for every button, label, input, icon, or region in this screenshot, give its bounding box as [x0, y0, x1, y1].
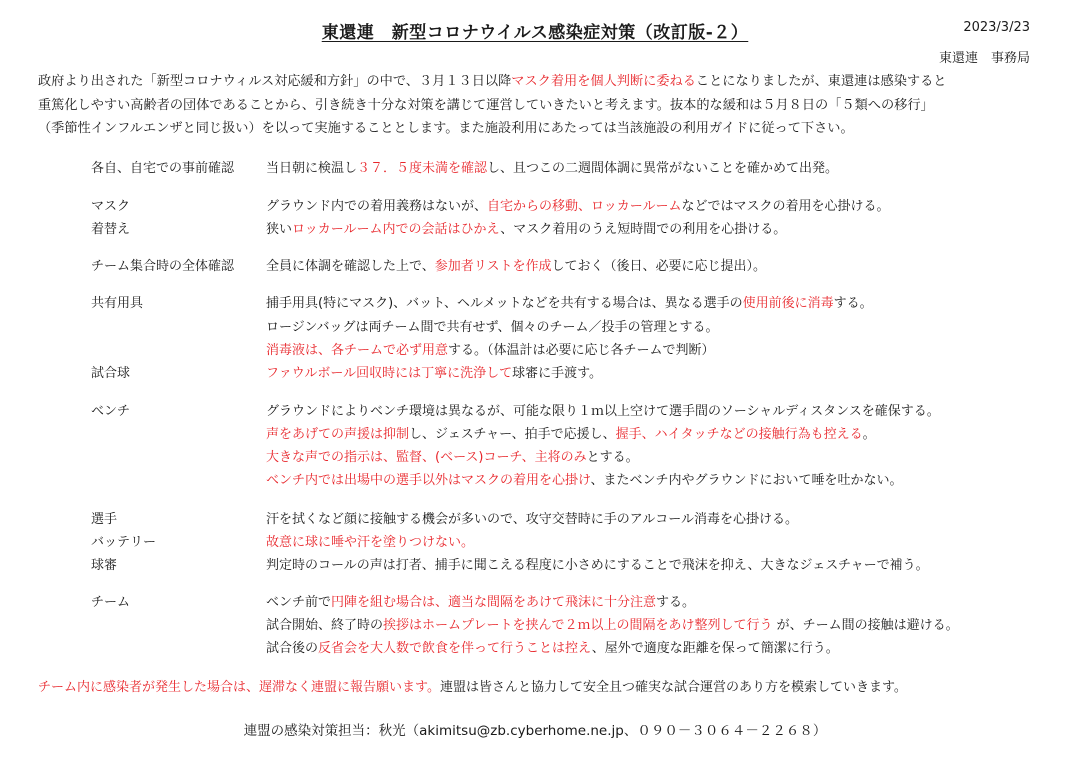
section-line: ロージンバッグは両チーム間で共有せず、個々のチーム／投手の管理とする。 [266, 320, 719, 335]
section-line: 声をあげての声援は抑制し、ジェスチャー、拍手で応援し、握手、ハイタッチなどの接触行為も控える。 [266, 427, 876, 442]
intro-paragraph: 政府より出された「新型コロナウィルス対応緩和方針」の中で、３月１３日以降マスク着用を個人判断に委ねることになりましたが、東還連は感染すると 重篤化しやすい高齢者の団体であることから、引き続き十分な対策を講じて運営していきたいと考えます。抜本的な緩和は５月８日の「５類への移行」 （季節性インフルエンザと同じ扱い）を以って実施することとします。また施設利用にあたっては当該施設の利用ガイドに従って下さい。 [38, 74, 947, 136]
section-label: 各自、自宅での事前確認 [91, 161, 235, 176]
section-line: 消毒液は、各チームで必ず用意する。（体温計は必要に応じ各チームで判断） [266, 343, 715, 358]
section-label: チーム [91, 595, 131, 610]
section-line: グラウンドによりベンチ環境は異なるが、可能な限り１ｍ以上空けて選手間のソーシャルディスタンスを確保する。 [266, 404, 940, 419]
closing-note: チーム内に感染者が発生した場合は、遅滞なく連盟に報告願います。連盟は皆さんと協力して安全且つ確実な試合運営のあり方を模索していきます。 [38, 680, 907, 695]
section-label: チーム集合時の全体確認 [91, 259, 235, 274]
section-line: 大きな声での指示は、監督、(ベース)コーチ、主将のみとする。 [266, 450, 639, 465]
section-line: 試合開始、終了時の挨拶はホームプレートを挟んで２ｍ以上の間隔をあけ整列して行う が、チーム間の接触は避ける。 [266, 618, 959, 633]
section-line: 捕手用具(特にマスク)、バット、ヘルメットなどを共有する場合は、異なる選手の使用前後に消毒する。 [266, 296, 873, 311]
section-line: 当日朝に検温し３７．５度未満を確認し、且つこの二週間体調に異常がないことを確かめて出発。 [266, 161, 839, 176]
section-label: 共有用具 [91, 296, 144, 311]
section-line: グラウンド内での着用義務はないが、自宅からの移動、ロッカールームなどではマスクの着用を心掛ける。 [266, 199, 890, 214]
issuing-office: 東還連 事務局 [938, 51, 1030, 66]
section-line: 試合後の反省会を大人数で飲食を伴って行うことは控え、屋外で適度な距離を保って簡潔に行う。 [266, 641, 839, 656]
section-line: 狭いロッカールーム内での会話はひかえ、マスク着用のうえ短時間での利用を心掛ける。 [266, 222, 787, 237]
section-line: 故意に球に唾や汗を塗りつけない。 [266, 535, 475, 550]
section-label: 試合球 [91, 366, 131, 381]
section-line: 判定時のコールの声は打者、捕手に聞こえる程度に小さめにすることで飛沫を抑え、大きなジェスチャーで補う。 [266, 558, 929, 573]
section-label: ベンチ [91, 404, 131, 419]
contact-info: 連盟の感染対策担当：秋光（akimitsu@zb.cyberhome.ne.jp、０９０－３０６４－２２６８） [243, 723, 827, 739]
section-line: ベンチ内では出場中の選手以外はマスクの着用を心掛け、またベンチ内やグラウンドにおいて唾を吐かない。 [266, 473, 903, 488]
section-line: 全員に体調を確認した上で、参加者リストを作成しておく（後日、必要に応じ提出）。 [266, 259, 767, 274]
section-label: 選手 [91, 512, 118, 527]
section-label: バッテリー [91, 535, 157, 550]
section-label: 球審 [91, 558, 118, 573]
document-title: 東還連 新型コロナウイルス感染症対策（改訂版-２） [321, 23, 749, 43]
section-line: ファウルボール回収時には丁寧に洗浄して球審に手渡す。 [266, 366, 603, 381]
section-line: ベンチ前で円陣を組む場合は、適当な間隔をあけて飛沫に十分注意する。 [266, 595, 696, 610]
section-label: マスク [91, 199, 131, 214]
section-line: 汗を拭くなど顔に接触する機会が多いので、攻守交替時に手のアルコール消毒を心掛ける。 [266, 512, 798, 527]
document-date: 2023/3/23 [963, 20, 1030, 35]
section-label: 着替え [91, 222, 131, 237]
